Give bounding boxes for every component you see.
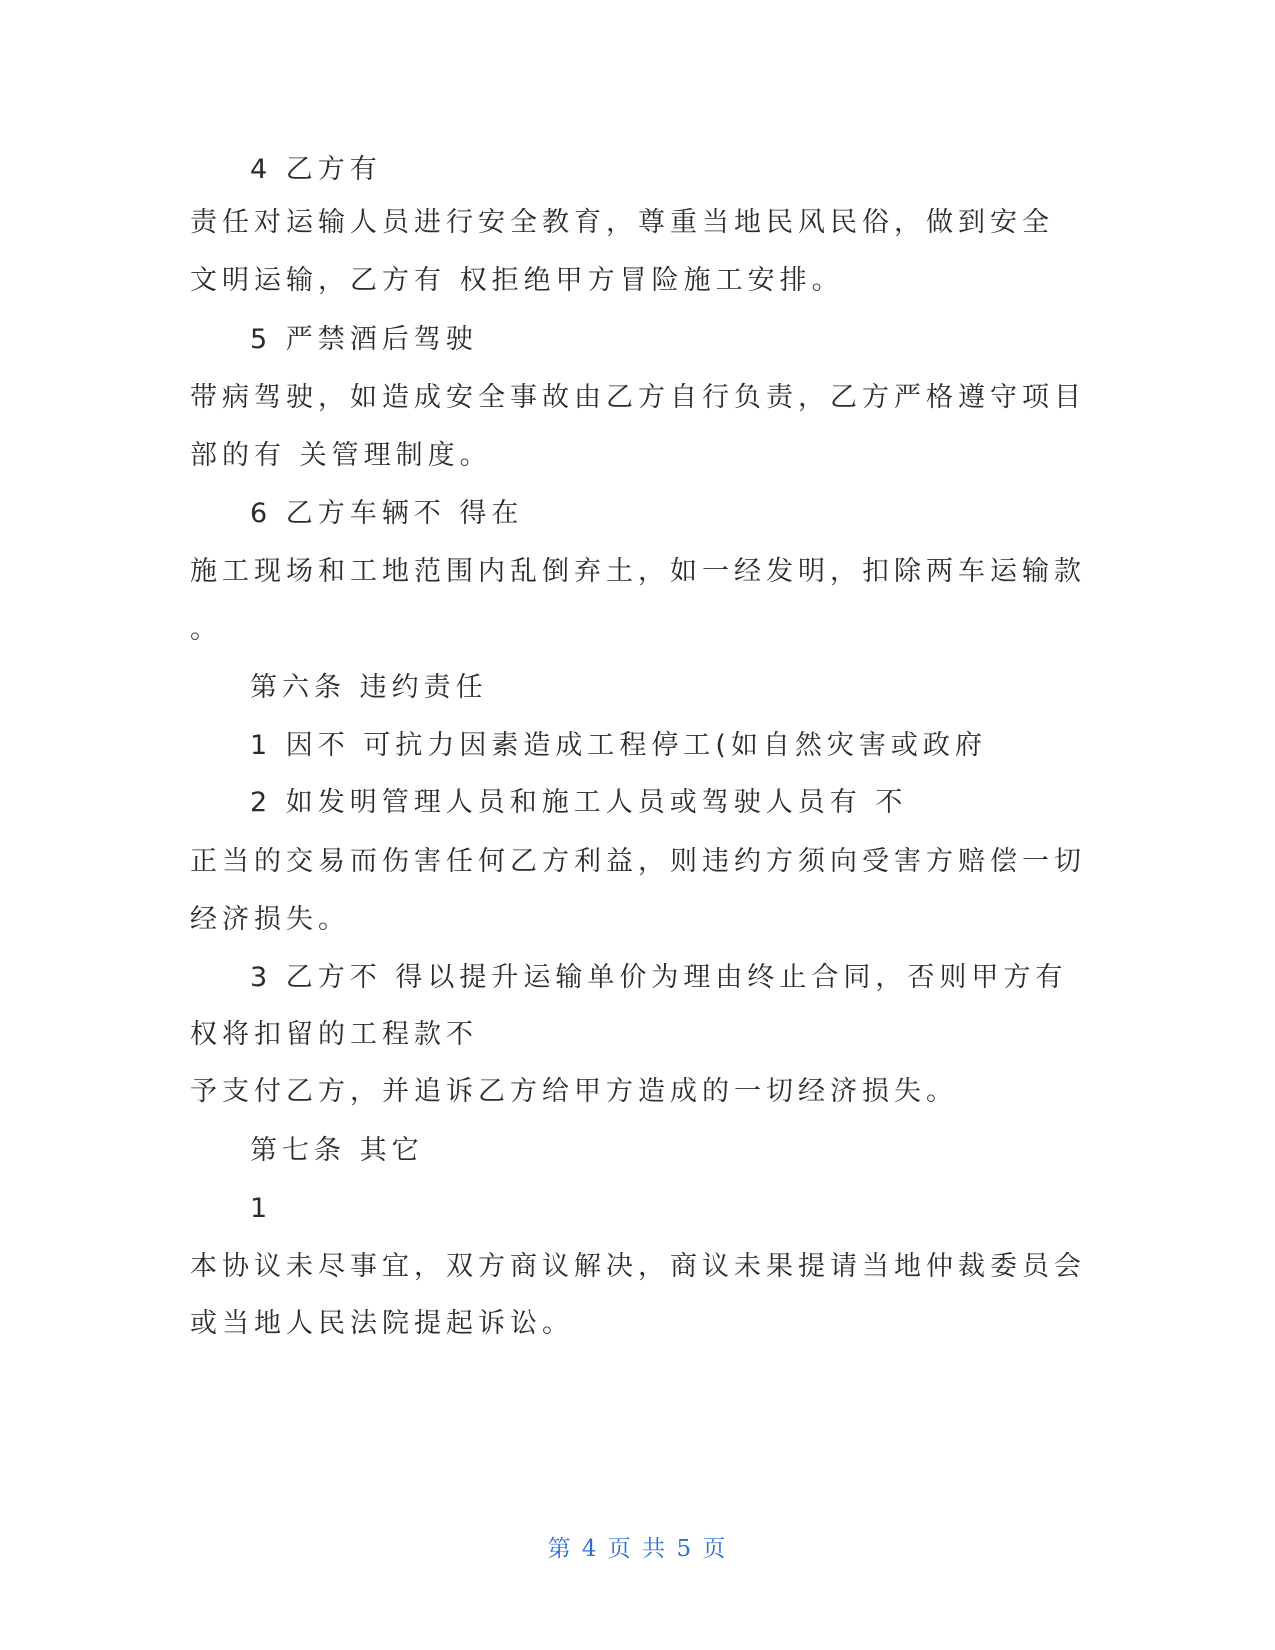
text-line: 5 严禁酒后驾驶 <box>250 324 478 355</box>
text-line: 带病驾驶，如造成安全事故由乙方自行负责，乙方严格遵守项目 <box>190 382 1086 413</box>
text-line: 予支付乙方，并追诉乙方给甲方造成的一切经济损失。 <box>190 1076 958 1107</box>
text-line: 。 <box>190 614 222 645</box>
page-number: 第 4 页 共 5 页 <box>547 1536 728 1562</box>
text-line: 部的有 关管理制度。 <box>190 440 492 471</box>
text-line: 本协议未尽事宜，双方商议解决，商议未果提请当地仲裁委员会 <box>190 1251 1086 1282</box>
text-line: 1 因不 可抗力因素造成工程停工(如自然灾害或政府 <box>250 730 987 761</box>
text-line: 文明运输，乙方有 权拒绝甲方冒险施工安排。 <box>190 265 844 296</box>
text-line: 权将扣留的工程款不 <box>190 1019 478 1050</box>
text-line: 1 <box>250 1193 273 1224</box>
text-line: 经济损失。 <box>190 904 350 935</box>
text-line: 责任对运输人员进行安全教育，尊重当地民风民俗，做到安全 <box>190 207 1054 238</box>
text-line: 施工现场和工地范围内乱倒弃土，如一经发明，扣除两车运输款 <box>190 556 1086 587</box>
text-line: 正当的交易而伤害任何乙方利益，则违约方须向受害方赔偿一切 <box>190 846 1086 877</box>
section-heading: 第六条 违约责任 <box>250 672 488 703</box>
text-line: 或当地人民法院提起诉讼。 <box>190 1308 574 1339</box>
section-heading: 第七条 其它 <box>250 1135 424 1166</box>
text-line: 6 乙方车辆不 得在 <box>250 498 524 529</box>
text-line: 2 如发明管理人员和施工人员或驾驶人员有 不 <box>250 787 908 818</box>
text-line: 4 乙方有 <box>250 154 382 185</box>
text-line: 3 乙方不 得以提升运输单价为理由终止合同，否则甲方有 <box>250 962 1068 993</box>
